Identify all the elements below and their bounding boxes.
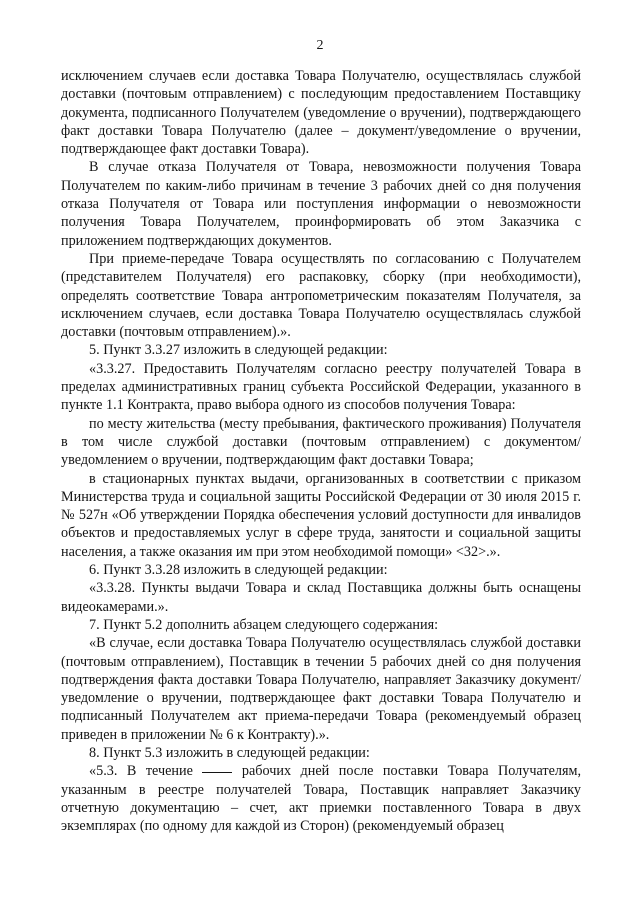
paragraph-last-rest: рабочих дней после поставки Товара Получателям, указанным в реестре получателей Товара, Поставщик направляет Заказчику отчетную документацию – счет, акт приемки поставленного Товара в двух экземплярах (по одному для каждой из Сторон) (рекомендуемый образец <box>61 763 582 835</box>
paragraph-last <box>61 762 581 835</box>
paragraph: 7. Пункт 5.2 дополнить абзацем следующего содержания: <box>89 616 439 633</box>
paragraph: 8. Пункт 5.3 изложить в следующей редакции: <box>89 744 370 761</box>
paragraph: В случае отказа Получателя от Товара, невозможности получения Товара Получателем по каким-либо причинам в течение 3 рабочих дней со дня получения отказа Получателя от Товара или поступления информации о невозможности получения Товара Получателем, проинформировать об этом Заказчика с приложением подтверждающих документов. <box>61 159 581 249</box>
paragraph: 6. Пункт 3.3.28 изложить в следующей редакции: <box>89 562 388 579</box>
document-body <box>61 67 581 835</box>
paragraph: «3.3.28. Пункты выдачи Товара и склад Поставщика должны быть оснащены видеокамерами.». <box>61 580 581 615</box>
paragraph: 5. Пункт 3.3.27 изложить в следующей редакции: <box>89 342 388 359</box>
fill-in-blank <box>202 772 232 773</box>
paragraph: по месту жительства (месту пребывания, фактического проживания) Получателя в том числе службой доставки (почтовым отправлением) с документом/уведомлением о вручении, подтверждающим факт доставки Товара; <box>61 415 581 469</box>
paragraph: исключением случаев если доставка Товара Получателю, осуществлялась службой доставки (почтовым отправлением) с последующим предоставлением Поставщику документа, подписанного Получателем (уведомление о вручении), подтверждающего факт доставки Товара Получателю (далее – документ/уведомление о вручении, подтверждающее факт доставки Товара). <box>61 68 581 158</box>
paragraph: При приеме-передаче Товара осуществлять по согласованию с Получателем (представителем Получателя) его распаковку, сборку (при необходимости), определять соответствие Товара антропометрическим показателям Получателя, за исключением случаев, если доставка Товара Получателю осуществлялась службой доставки (почтовым отправлением).». <box>61 250 581 341</box>
paragraph: «В случае, если доставка Товара Получателю осуществлялась службой доставки (почтовым отправлением), Поставщик в течении 5 рабочих дней со дня получения подтверждения факта доставки Товара Получателю, направляет Заказчику документ/уведомление о вручении, подтверждающее факт доставки Товара Получателю и подписанный Получателем акт приема-передачи Товара (рекомендуемый образец приведен в приложении № 6 к Контракту).». <box>61 635 581 743</box>
page-number: 2 <box>316 38 324 53</box>
paragraph-last-start: «5.3. В течение <box>89 763 193 780</box>
paragraph: «3.3.27. Предоставить Получателям согласно реестру получателей Товара в пределах административных границ субъекта Российской Федерации, указанного в пункте 1.1 Контракта, право выбора одного из способов получения Товара: <box>61 360 581 414</box>
paragraph: в стационарных пунктах выдачи, организованных в соответствии с приказом Министерства труда и социальной защиты Российской Федерации от 30 июля 2015 г. № 527н «Об утверждении Порядка обеспечения условий доступности для инвалидов объектов и предоставляемых услуг в сфере труда, занятости и социальной защиты населения, а также оказания им при этом необходимой помощи» <32>.». <box>61 470 581 560</box>
